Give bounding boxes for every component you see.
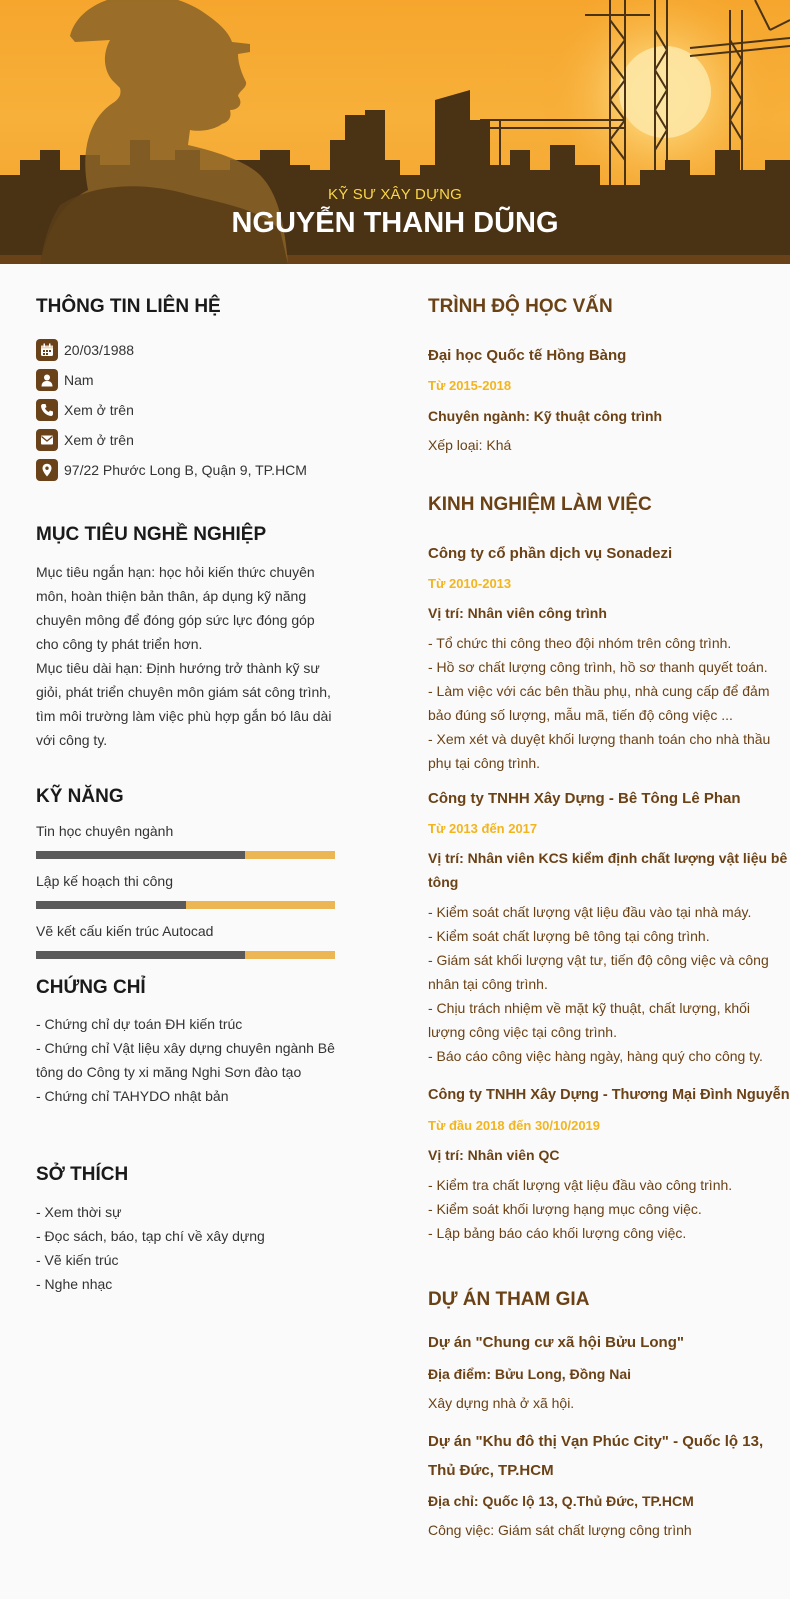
job-duties (428, 1173, 788, 1245)
person-icon (36, 369, 58, 391)
list-item: - Nghe nhạc (36, 1276, 113, 1292)
list-item: - Chứng chỉ dự toán ĐH kiến trúc (36, 1016, 243, 1032)
project-name: Dự án "Khu đô thị Vạn Phúc City" - Quốc lộ 13, Thủ Đức, TP.HCM (428, 1433, 764, 1479)
education-section-title: TRÌNH ĐỘ HỌC VẤN (428, 296, 613, 317)
phone-icon (36, 399, 58, 421)
list-item: - Lập bảng báo cáo khối lượng công việc. (428, 1225, 687, 1241)
phone-text: Xem ở trên (64, 402, 134, 418)
job-date: Từ 2013 đến 2017 (428, 821, 538, 836)
contact-section-title: THÔNG TIN LIÊN HỆ (36, 296, 221, 317)
project-place: Địa chỉ: Quốc lộ 13, Q.Thủ Đức, TP.HCM (428, 1493, 694, 1509)
list-item: - Chứng chỉ TAHYDO nhật bản (36, 1088, 229, 1104)
header-banner (0, 0, 790, 264)
project-desc: Xây dựng nhà ở xã hội. (428, 1395, 575, 1411)
skill-bar-fill (36, 851, 245, 859)
skill-bar (36, 901, 335, 909)
objective-text (36, 560, 336, 752)
certificates-list (36, 1012, 336, 1108)
skill-label: Tin học chuyên ngành (36, 823, 174, 839)
list-item: - Báo cáo công việc hàng ngày, hàng quý cho công ty. (428, 1048, 763, 1064)
job-role: Vị trí: Nhân viên công trình (428, 605, 607, 621)
candidate-name: NGUYỄN THANH DŨNG (231, 207, 559, 239)
job-date: Từ 2010-2013 (428, 576, 512, 591)
experience-section-title: KINH NGHIỆM LÀM VIỆC (428, 494, 652, 515)
job-company: Công ty TNHH Xây Dựng - Thương Mại Đình Nguyễn (428, 1087, 790, 1103)
job-role: Vị trí: Nhân viên QC (428, 1147, 560, 1163)
skill-label: Lập kế hoạch thi công (36, 873, 173, 889)
list-item: - Làm việc với các bên thầu phụ, nhà cung cấp để đảm bảo đúng số lượng, mẫu mã, tiến độ công việc ... (428, 683, 770, 723)
objective-short: Mục tiêu ngắn hạn: học hỏi kiến thức chuyên môn, hoàn thiện bản thân, áp dụng kỹ năng chuyên mông để đóng góp sức lực đóng góp cho công ty phát triển hơn. (36, 564, 315, 652)
project-name: Dự án "Chung cư xã hội Bửu Long" (428, 1334, 684, 1351)
skill-bar-fill (36, 951, 245, 959)
contact-phone (36, 399, 134, 421)
job-date: Từ đầu 2018 đến 30/10/2019 (428, 1118, 601, 1133)
objective-section-title: MỤC TIÊU NGHỀ NGHIỆP (36, 524, 267, 545)
list-item: - Hồ sơ chất lượng công trình, hồ sơ thanh quyết toán. (428, 659, 768, 675)
hobbies-section-title: SỞ THÍCH (36, 1164, 129, 1185)
education-grade: Xếp loại: Khá (428, 437, 512, 453)
job-title: KỸ SƯ XÂY DỰNG (327, 186, 462, 203)
list-item: - Kiểm soát chất lượng bê tông tại công trình. (428, 928, 710, 944)
list-item: - Xem thời sự (36, 1204, 122, 1220)
contact-birthday (36, 339, 134, 361)
project-place: Địa điểm: Bửu Long, Đồng Nai (428, 1366, 632, 1382)
job-duties (428, 900, 788, 1068)
location-pin-icon (36, 459, 58, 481)
email-text: Xem ở trên (64, 432, 134, 448)
contact-gender (36, 369, 94, 391)
list-item: - Kiểm soát khối lượng hạng mục công việc. (428, 1201, 702, 1217)
project-desc: Công việc: Giám sát chất lượng công trình (428, 1522, 692, 1538)
skills-section-title: KỸ NĂNG (36, 786, 124, 807)
list-item: - Kiểm tra chất lượng vật liệu đầu vào công trình. (428, 1177, 733, 1193)
skill-bar (36, 951, 335, 959)
list-item: - Xem xét và duyệt khối lượng thanh toán cho nhà thầu phụ tại công trình. (428, 731, 771, 771)
job-company: Công ty cổ phần dịch vụ Sonadezi (428, 545, 673, 562)
calendar-icon (36, 339, 58, 361)
list-item: - Giám sát khối lượng vật tư, tiến độ công việc và công nhân tại công trình. (428, 952, 769, 992)
skill-bar-fill (36, 901, 186, 909)
address-text: 97/22 Phước Long B, Quận 9, TP.HCM (64, 462, 307, 478)
contact-address (36, 459, 307, 481)
job-role: Vị trí: Nhân viên KCS kiểm định chất lượng vật liệu bê tông (428, 850, 788, 890)
list-item: - Tổ chức thi công theo đội nhóm trên công trình. (428, 635, 732, 651)
school-name: Đại học Quốc tế Hồng Bàng (428, 347, 627, 364)
list-item: - Chứng chỉ Vật liệu xây dựng chuyên ngành Bê tông do Công ty xi măng Nghi Sơn đào tạo (36, 1040, 335, 1080)
contact-email (36, 429, 134, 451)
list-item: - Vẽ kiến trúc (36, 1252, 119, 1268)
skill-bar (36, 851, 335, 859)
education-major: Chuyên ngành: Kỹ thuật công trình (428, 408, 663, 424)
education-date: Từ 2015-2018 (428, 378, 512, 393)
certificates-section-title: CHỨNG CHỈ (36, 977, 146, 998)
projects-section-title: DỰ ÁN THAM GIA (428, 1289, 590, 1310)
gender-text: Nam (64, 372, 94, 388)
email-icon (36, 429, 58, 451)
job-company: Công ty TNHH Xây Dựng - Bê Tông Lê Phan (428, 790, 741, 807)
birthday-text: 20/03/1988 (64, 342, 135, 358)
list-item: - Đọc sách, báo, tạp chí về xây dựng (36, 1228, 265, 1244)
hobbies-list (36, 1200, 336, 1296)
job-duties (428, 631, 788, 775)
list-item: - Kiểm soát chất lượng vật liệu đầu vào tại nhà máy. (428, 904, 752, 920)
skill-label: Vẽ kết cấu kiến trúc Autocad (36, 923, 214, 939)
objective-long: Mục tiêu dài hạn: Định hướng trở thành kỹ sư giỏi, phát triển chuyên môn giám sát công trình, tìm môi trường làm việc phù hợp gắn bó lâu dài với công ty. (36, 660, 332, 748)
list-item: - Chịu trách nhiệm về mặt kỹ thuật, chất lượng, khối lượng công việc tại công trình. (428, 1000, 751, 1040)
